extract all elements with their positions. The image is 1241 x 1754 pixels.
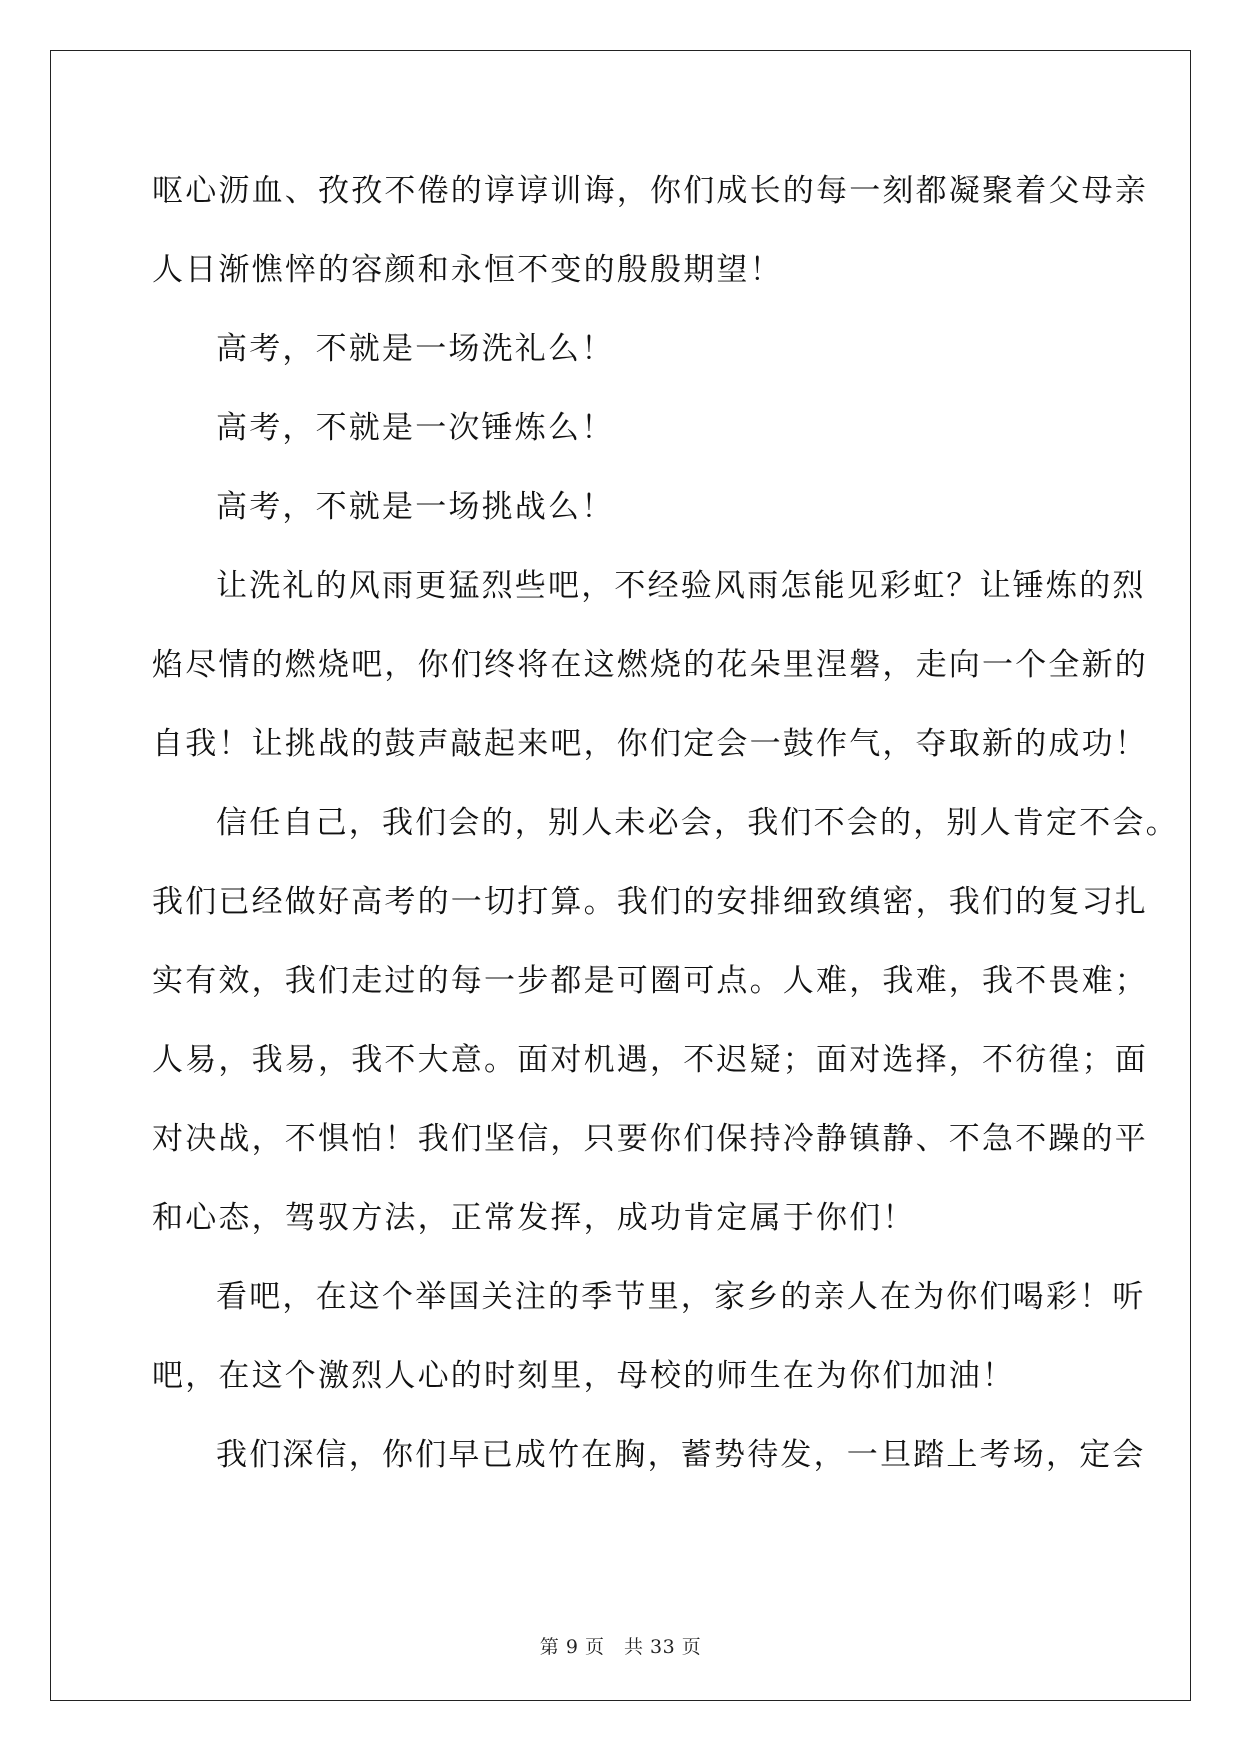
paragraph-start-line: 信任自己，我们会的，别人未必会，我们不会的，别人肯定不会。: [216, 805, 1179, 841]
page-number-footer: 第 9 页 共 33 页: [539, 1636, 702, 1658]
text-line: 吧，在这个激烈人心的时刻里，母校的师生在为你们加油！: [152, 1358, 1016, 1394]
text-line: 呕心沥血、孜孜不倦的谆谆训诲，你们成长的每一刻都凝聚着父母亲: [152, 173, 1148, 209]
paragraph-start-line: 让洗礼的风雨更猛烈些吧，不经验风雨怎能见彩虹？让锤炼的烈: [216, 568, 1146, 604]
text-line: 对决战，不惧怕！我们坚信，只要你们保持冷静镇静、不急不躁的平: [152, 1121, 1148, 1157]
text-line: 焰尽情的燃烧吧，你们终将在这燃烧的花朵里涅磐，走向一个全新的: [152, 647, 1148, 683]
paragraph-start-line: 高考，不就是一场挑战么！: [216, 489, 615, 525]
text-line: 自我！让挑战的鼓声敲起来吧，你们定会一鼓作气，夺取新的成功！: [152, 726, 1148, 762]
paragraph-start-line: 高考，不就是一次锤炼么！: [216, 410, 615, 446]
text-line: 我们已经做好高考的一切打算。我们的安排细致缜密，我们的复习扎: [152, 884, 1148, 920]
text-line: 人易，我易，我不大意。面对机遇，不迟疑；面对选择，不彷徨；面: [152, 1042, 1148, 1078]
document-body: [152, 166, 1179, 1509]
text-line: 和心态，驾驭方法，正常发挥，成功肯定属于你们！: [152, 1200, 916, 1236]
paragraph-start-line: 我们深信，你们早已成竹在胸，蓄势待发，一旦踏上考场，定会: [216, 1437, 1146, 1473]
paragraph-start-line: 看吧，在这个举国关注的季节里，家乡的亲人在为你们喝彩！听: [216, 1279, 1146, 1315]
paragraph-start-line: 高考，不就是一场洗礼么！: [216, 331, 615, 367]
text-line: 实有效，我们走过的每一步都是可圈可点。人难，我难，我不畏难；: [152, 963, 1148, 999]
text-line: 人日渐憔悴的容颜和永恒不变的殷殷期望！: [152, 252, 783, 288]
